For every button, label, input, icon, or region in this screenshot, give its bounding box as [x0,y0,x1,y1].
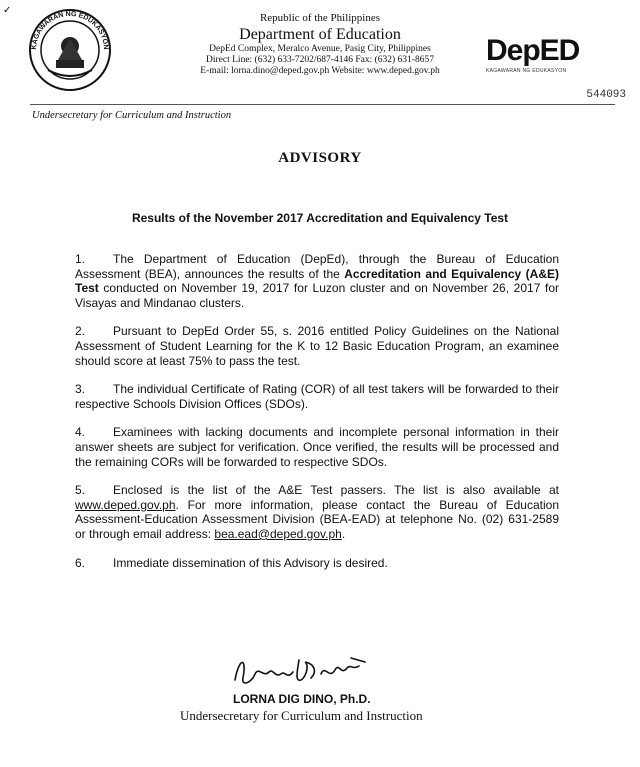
document-title: ADVISORY [278,150,362,166]
paragraph-number: 5. [75,483,86,498]
paragraph-1 [75,252,559,310]
paragraph-text: . [341,526,346,541]
paragraph-2 [75,324,559,368]
signatory-name: LORNA DIG DINO, Ph.D. [233,692,371,706]
paragraph-bold-text: Accreditation and Equivalency (A&E) Test [75,266,559,296]
paragraph-number: 6. [75,555,86,570]
deped-logo: DepED [486,34,580,67]
paragraph-text: Examinees with lacking documents and incomplete personal information in their answer sheets are subject for verification. Once verified, the results will be processed and the remaining CORs will be forwarded to respective SDOs. [75,425,559,469]
paragraph-number: 3. [75,382,86,397]
paragraph-5 [75,483,559,541]
department-name: Department of Education [239,25,401,43]
header-divider [30,104,615,105]
website-link[interactable]: www.deped.gov.ph [75,497,176,512]
office-line: Undersecretary for Curriculum and Instruction [32,110,232,121]
deped-logo-subtext: KAGAWARAN NG EDUKASYON [486,68,567,74]
corner-check-mark: ✓ [3,5,12,16]
paragraph-text: The individual Certificate of Rating (COR) of all test takers will be forwarded to their respective Schools Division Offices (SDOs). [75,382,559,411]
advisory-body [75,252,559,584]
address-line-3: E-mail: lorna.dino@deped.gov.ph Website: www.deped.gov.ph [200,65,440,76]
paragraph-number: 2. [75,324,86,339]
paragraph-3 [75,382,559,411]
signatory-title: Undersecretary for Curriculum and Instruction [180,708,423,723]
paragraph-4 [75,425,559,469]
email-link[interactable]: bea.ead@deped.gov.ph [214,526,342,541]
paragraph-text: Enclosed is the list of the A&E Test passers. The list is also available at [113,483,559,498]
republic-line: Republic of the Philippines [259,12,381,24]
paragraph-number: 1. [75,252,86,266]
address-line-2: Direct Line: (632) 633-7202/687-4146 Fax: (632) 631-8657 [206,54,434,65]
paragraph-text: Pursuant to DepEd Order 55, s. 2016 entitled Policy Guidelines on the National Assessment of Student Learning for the K to 12 Basic Education Program, an examinee should score at least 75% to pass the test. [75,324,559,368]
seal-text: KAGAWARAN NG EDUKASYON [30,10,110,50]
deped-seal-icon [28,8,112,92]
paragraph-text: . For more information, please contact the Bureau of Education Assessment-Education Assessment Division (BEA-EAD) at telephone No. (02) 631-2589 or through email address: [75,497,559,541]
handwritten-signature [225,650,370,692]
address-line-1: DepEd Complex, Meralco Avenue, Pasig City, Philippines [209,44,431,55]
document-subtitle: Results of the November 2017 Accreditation and Equivalency Test [131,211,509,225]
paragraph-text: conducted on November 19, 2017 for Luzon cluster and on November 26, 2017 for Visayas and Mindanao clusters. [75,281,559,310]
paragraph-text: Immediate dissemination of this Advisory is desired. [113,555,388,570]
document-number: 544093 [586,89,626,101]
paragraph-number: 4. [75,425,86,440]
paragraph-text: The Department of Education (DepEd), through the Bureau of Education Assessment (BEA), announces the results of the [75,252,559,281]
paragraph-6 [75,556,559,571]
letterhead [130,12,510,77]
